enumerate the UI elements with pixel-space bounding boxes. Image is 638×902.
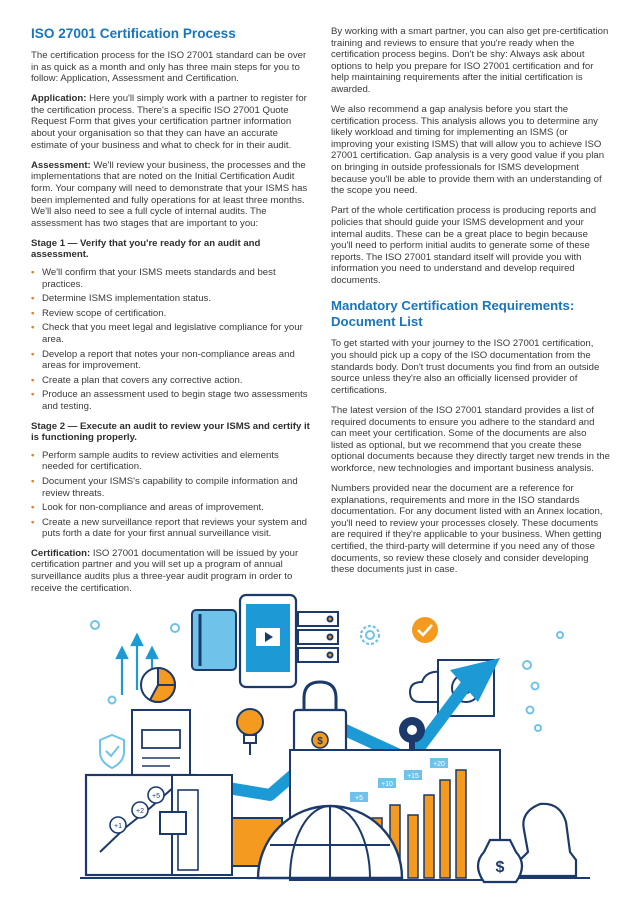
- annex-paragraph: Numbers provided near the document are a reference for explanations, requirements and more in the ISO standards documentation. For any document listed with an Annex location, you'll need to review your processes closely. These documents are required if they're applicable to your business. When getting certified, the third-party will determine if you need any of those documents, so review these closely and consider developing these documents just in case.: [331, 483, 603, 576]
- lightbulb-icon: [237, 709, 263, 755]
- shield-icon: [100, 735, 124, 768]
- padlock-icon: [294, 682, 346, 754]
- list-item: • Determine ISMS implementation status.: [31, 293, 311, 305]
- stage2-heading: Stage 2 — Execute an audit to review your ISMS and certify it is functioning properly.: [31, 420, 310, 444]
- assessment-paragraph: [31, 160, 311, 230]
- documentation-paragraph: To get started with your journey to the ISO 27001 certification, you should pick up a copy of the ISO documentation from the standards body. Don't trust documents you find from an outside source unless they're also an officially licensed provider of certifications.: [331, 338, 600, 396]
- stage1-list: [31, 267, 311, 413]
- list-item: • We'll confirm that your ISMS meets standards and best practices.: [31, 267, 311, 290]
- bag-dollar-sign: $: [495, 859, 505, 876]
- application-paragraph: [31, 93, 311, 151]
- right-column: [331, 26, 611, 584]
- score-badge: +1: [114, 823, 122, 830]
- list-item: • Check that you meet legal and legislative compliance for your area.: [31, 322, 311, 345]
- bar-tag: +10: [381, 781, 393, 788]
- list-item: • Develop a report that notes your non-compliance areas and areas for improvement.: [31, 349, 311, 372]
- list-item: • Create a new surveillance report that reviews your system and puts forth a date for your first annual surveillance visit.: [31, 517, 311, 540]
- list-item: • Review scope of certification.: [31, 308, 311, 320]
- gear-icon: [361, 626, 379, 644]
- assessment-label: Assessment:: [31, 159, 91, 171]
- certification-text: ISO 27001 documentation will be issued by your certification partner and you will set up a program of annual surveillance audits plus a three-year audit program in order to receive the certification.: [31, 547, 299, 594]
- business-illustration: [0, 590, 638, 902]
- pie-chart-icon: [141, 668, 175, 702]
- certification-paragraph: [31, 548, 311, 594]
- bar-tag: +5: [355, 795, 363, 802]
- tablet-play-icon: [240, 595, 296, 687]
- list-item: • Look for non-compliance and areas of improvement.: [31, 502, 311, 514]
- list-item: • Create a plan that covers any corrective action.: [31, 375, 311, 387]
- credit-card-icon: [192, 610, 236, 670]
- partner-paragraph: By working with a smart partner, you can also get pre-certification training and reviews to ensure that you're ready when the certification process begins. Don't be shy: Always ask about options to help you prepare for ISO 27001 certification and for help maintaining requirements after the initial certification is awarded.: [331, 26, 609, 95]
- left-column: [31, 26, 311, 603]
- application-label: Application:: [31, 93, 87, 105]
- gap-analysis-paragraph: We also recommend a gap analysis before you start the certification process. This analysis allows you to determine any likely workload and timing for implementing an ISMS (or improving your existing ISMS) that will allow you to achieve ISO 27001 certification. Gap analysis is a very good value if you plan on bringing in outside professionals for ISMS development because you'll be able to provide them with an understanding of the scope you need.: [331, 104, 605, 197]
- bar-tag: +15: [407, 773, 419, 780]
- chess-knight-icon: [520, 804, 576, 876]
- intro-paragraph: The certification process for the ISO 27001 standard can be over in as quick as a month and only has three main steps for you to follow: Application, Assessment and Certification.: [31, 50, 307, 85]
- page-title: ISO 27001 Certification Process: [31, 26, 236, 41]
- application-text: Here you'll simply work with a partner to register for the certification process. There's a specific ISO 27001 Quote Request Form that gives your certification partner information about your organisation so that they can have an accurate estimate of your business and what to check for in their audit.: [31, 93, 307, 151]
- list-item: • Produce an assessment used to begin stage two assessments and testing.: [31, 389, 311, 412]
- assessment-text: We'll review your business, the processes and the implementations that are noted on the Initial Certification Audit form. Your company will need to demonstrate that your ISMS has been implemented and fully operations for at least three months. We'll also need to see a full cycle of internal audits. The assessment has two stages that are important to you:: [31, 159, 308, 229]
- stage2-list: [31, 450, 311, 540]
- latest-version-paragraph: The latest version of the ISO 27001 standard provides a list of required documents to ensure you adhere to the standard and can meet your certification. Some of the documents are also listed as optional, but we recommend that you create these optional documents because they directly target new trends in the workforce, new technologies and important business analysis.: [331, 404, 610, 474]
- server-icon: [298, 612, 338, 662]
- lock-dollar-sign: $: [317, 736, 323, 747]
- certification-label: Certification:: [31, 547, 91, 559]
- score-badge: +2: [136, 808, 144, 815]
- list-item: • Perform sample audits to review activities and elements needed for certification.: [31, 450, 311, 473]
- reports-paragraph: Part of the whole certification process is producing reports and policies that should guide your ISMS development and your internal audits. These can be a great place to begin because you'll need to perform initial audits to generate some of these reports. The ISO 27001 standard itself will provide you with information you need to understand and develop required documents.: [331, 205, 597, 286]
- score-badge: +5: [152, 793, 160, 800]
- section-heading: Mandatory Certification Requirements: Document List: [331, 298, 575, 330]
- stage1-heading: Stage 1 — Verify that you're ready for an audit and assessment.: [31, 237, 261, 261]
- bar-tag: +20: [433, 761, 445, 768]
- list-item: • Document your ISMS's capability to compile information and review threats.: [31, 476, 311, 499]
- check-icon: [412, 617, 438, 643]
